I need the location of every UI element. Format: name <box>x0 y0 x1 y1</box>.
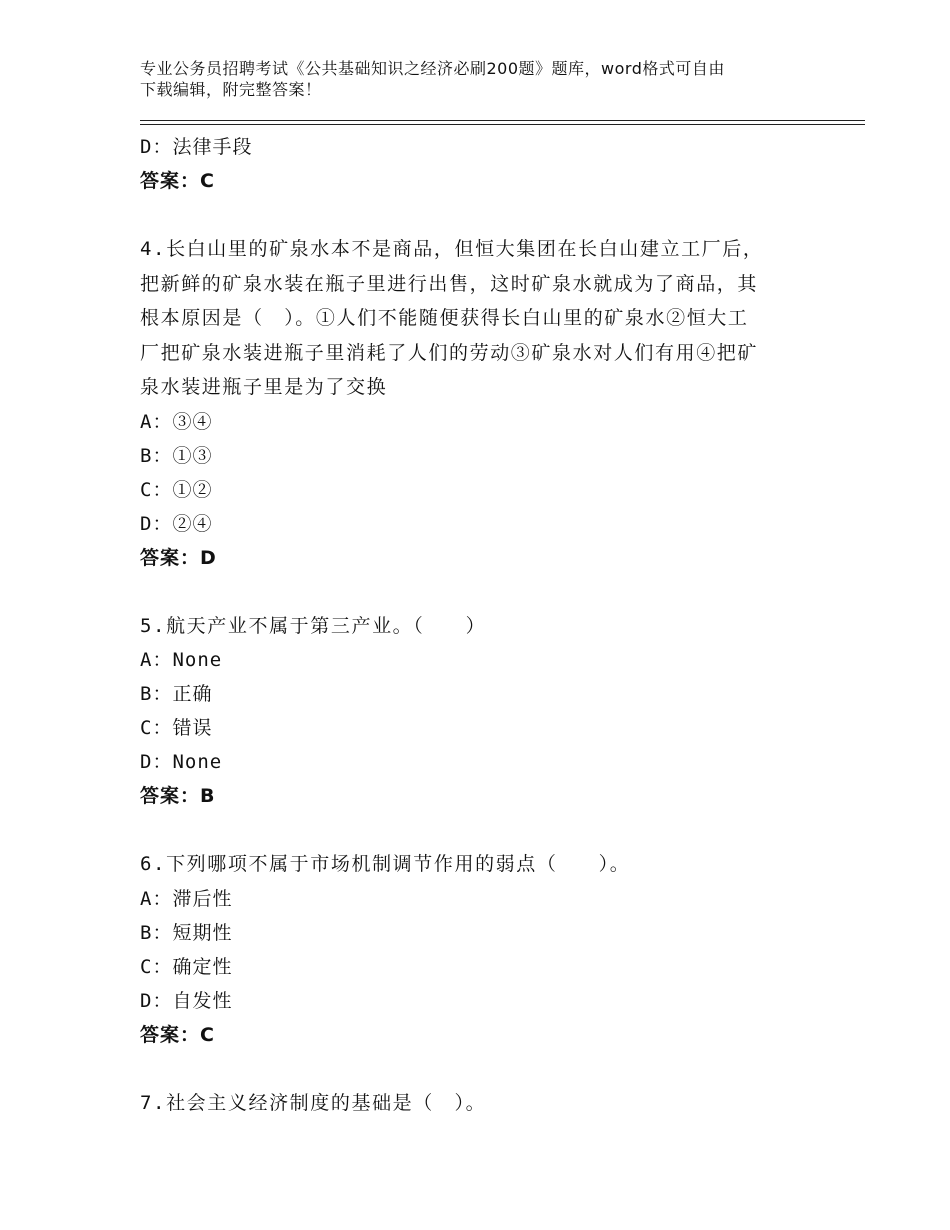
option-a: A：滞后性 <box>140 887 233 910</box>
option-a: A：③④ <box>140 410 213 433</box>
answer: 答案：B <box>140 785 216 807</box>
question-3 <box>140 130 820 198</box>
option-c: C：错误 <box>140 717 213 739</box>
header-line-2: 下载编辑，附完整答案！ <box>140 80 322 99</box>
spacer <box>140 1052 820 1086</box>
stem-line: 泉水装进瓶子里是为了交换 <box>140 376 388 398</box>
spacer <box>140 575 820 609</box>
stem-line: 厂把矿泉水装进瓶子里消耗了人们的劳动③矿泉水对人们有用④把矿 <box>140 341 759 364</box>
option-a: A：None <box>140 649 223 671</box>
option-b: B：短期性 <box>140 921 233 944</box>
stem-line: 4.长白山里的矿泉水本不是商品，但恒大集团在长白山建立工厂后， <box>140 238 764 260</box>
stem-line: 根本原因是（ ）。①人们不能随便获得长白山里的矿泉水②恒大工 <box>140 307 749 329</box>
question-6 <box>140 847 820 1052</box>
answer: 答案：C <box>140 1023 215 1046</box>
option-c: C：确定性 <box>140 955 233 978</box>
header-rule-top <box>140 120 865 121</box>
question-4 <box>140 232 820 575</box>
answer: 答案：D <box>140 546 217 569</box>
document-body <box>140 130 820 1120</box>
option-d: D：法律手段 <box>140 136 253 158</box>
option-b: B：①③ <box>140 444 213 467</box>
question-stem: 5.航天产业不属于第三产业。（ ） <box>140 614 487 637</box>
header-rule-bottom <box>140 124 865 125</box>
stem-line: 把新鲜的矿泉水装在瓶子里进行出售，这时矿泉水就成为了商品，其 <box>140 272 759 295</box>
option-b: B：正确 <box>140 683 213 705</box>
option-c: C：①② <box>140 478 213 501</box>
question-7 <box>140 1086 820 1121</box>
header-line-1: 专业公务员招聘考试《公共基础知识之经济必刷200题》题库，word格式可自由 <box>140 59 725 78</box>
spacer <box>140 813 820 847</box>
question-stem <box>140 232 820 405</box>
question-stem: 7.社会主义经济制度的基础是（ ）。 <box>140 1091 487 1114</box>
question-stem: 6.下列哪项不属于市场机制调节作用的弱点（ ）。 <box>140 853 631 875</box>
spacer <box>140 198 820 232</box>
question-5 <box>140 609 820 814</box>
document-header <box>140 58 820 100</box>
option-d: D：②④ <box>140 512 213 535</box>
option-d: D：None <box>140 751 223 773</box>
answer: 答案：C <box>140 170 215 192</box>
option-d: D：自发性 <box>140 989 233 1012</box>
